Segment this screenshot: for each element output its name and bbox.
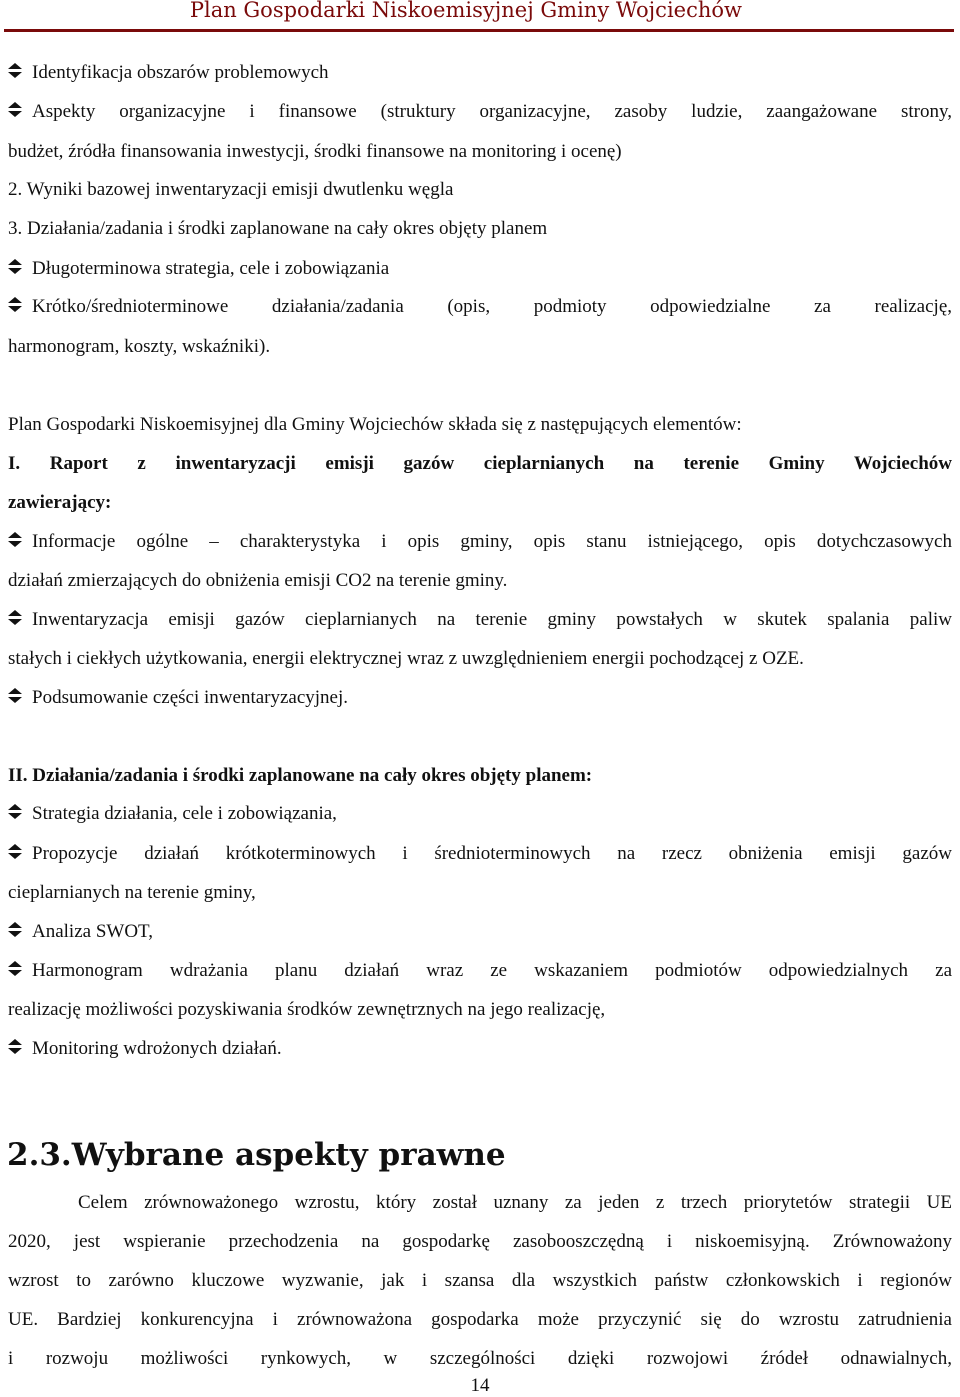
list-item [8,257,952,281]
text-line: harmonogram, koszty, wskaźniki). [8,336,271,357]
list-item-text: Długoterminowa strategia, cele i zobowiązania [32,258,390,279]
list-item [8,802,952,826]
paragraph-line: 2020, jest wspieranie przechodzenia na gospodarkę zasobooszczędną i niskoemisyjną. Zrównoważony [8,1231,952,1252]
list-item [8,530,952,554]
double-arrow-bullet-icon [8,102,22,118]
list-item-text: Propozycje działań krótkoterminowych i średnioterminowych na rzecz obniżenia emisji gazów [32,843,952,864]
list-item-text: Krótko/średnioterminowe działania/zadania (opis, podmioty odpowiedzialne za realizację, [32,296,952,317]
list-item [8,1037,952,1061]
list-item [8,959,952,983]
double-arrow-bullet-icon [8,844,22,860]
double-arrow-bullet-icon [8,1039,22,1055]
text-line: cieplarnianych na terenie gminy, [8,882,256,903]
text-line: I. Raport z inwentaryzacji emisji gazów cieplarnianych na terenie Gminy Wojciechów [8,453,952,474]
header-title: Plan Gospodarki Niskoemisyjnej Gminy Wojciechów [189,0,742,22]
page-number: 14 [470,1375,490,1396]
text-line: 2. Wyniki bazowej inwentaryzacji emisji dwutlenku węgla [8,179,454,200]
list-item-text: Identyfikacja obszarów problemowych [32,62,329,83]
list-item [8,100,952,124]
header-rule [4,29,954,32]
text-line: 3. Działania/zadania i środki zaplanowane na cały okres objęty planem [8,218,548,239]
double-arrow-bullet-icon [8,297,22,313]
paragraph-line: Celem zrównoważonego wzrostu, który został uznany za jeden z trzech priorytetów strategii UE [78,1192,952,1213]
text-line: zawierający: [8,492,112,513]
double-arrow-bullet-icon [8,804,22,820]
list-item-text: Podsumowanie części inwentaryzacyjnej. [32,687,349,708]
list-item-text: Analiza SWOT, [32,921,153,942]
list-item-text: Aspekty organizacyjne i finansowe (struktury organizacyjne, zasoby ludzie, zaangażowane strony, [32,101,952,122]
double-arrow-bullet-icon [8,922,22,938]
list-item [8,842,952,866]
paragraph-line: wzrost to zarówno kluczowe wyzwanie, jak i szansa dla wszystkich państw członkowskich i regionów [8,1270,952,1291]
text-line: realizację możliwości pozyskiwania środków zewnętrznych na jego realizację, [8,999,606,1020]
double-arrow-bullet-icon [8,610,22,626]
list-item-text: Informacje ogólne – charakterystyka i opis gminy, opis stanu istniejącego, opis dotychczasowych [32,531,952,552]
page-header [0,0,960,30]
text-line: Plan Gospodarki Niskoemisyjnej dla Gminy Wojciechów składa się z następujących elementów: [8,414,742,435]
list-item [8,61,952,85]
section-heading: 2.3.Wybrane aspekty prawne [7,1137,506,1173]
list-item [8,608,952,632]
double-arrow-bullet-icon [8,961,22,977]
list-item-text: Harmonogram wdrażania planu działań wraz ze wskazaniem podmiotów odpowiedzialnych za [32,960,952,981]
list-item-text: Inwentaryzacja emisji gazów cieplarnianych na terenie gminy powstałych w skutek spalania paliw [32,609,952,630]
double-arrow-bullet-icon [8,63,22,79]
list-item-text: Strategia działania, cele i zobowiązania, [32,803,337,824]
paragraph-line: i rozwoju możliwości rynkowych, w szczególności dzięki rozwojowi źródeł odnawialnych, [8,1348,952,1369]
list-item [8,686,952,710]
text-line: działań zmierzających do obniżenia emisji CO2 na terenie gminy. [8,570,508,591]
list-item [8,295,952,319]
text-line: II. Działania/zadania i środki zaplanowane na cały okres objęty planem: [8,765,593,786]
double-arrow-bullet-icon [8,532,22,548]
text-line: stałych i ciekłych użytkowania, energii elektrycznej wraz z uwzględnieniem energii pochodzącej z OZE. [8,648,804,669]
double-arrow-bullet-icon [8,688,22,704]
text-line: budżet, źródła finansowania inwestycji, środki finansowe na monitoring i ocenę) [8,141,622,162]
list-item-text: Monitoring wdrożonych działań. [32,1038,282,1059]
paragraph-line: UE. Bardziej konkurencyjna i zrównoważona gospodarka może przyczynić się do wzrostu zatrudnienia [8,1309,952,1330]
double-arrow-bullet-icon [8,259,22,275]
list-item [8,920,952,944]
